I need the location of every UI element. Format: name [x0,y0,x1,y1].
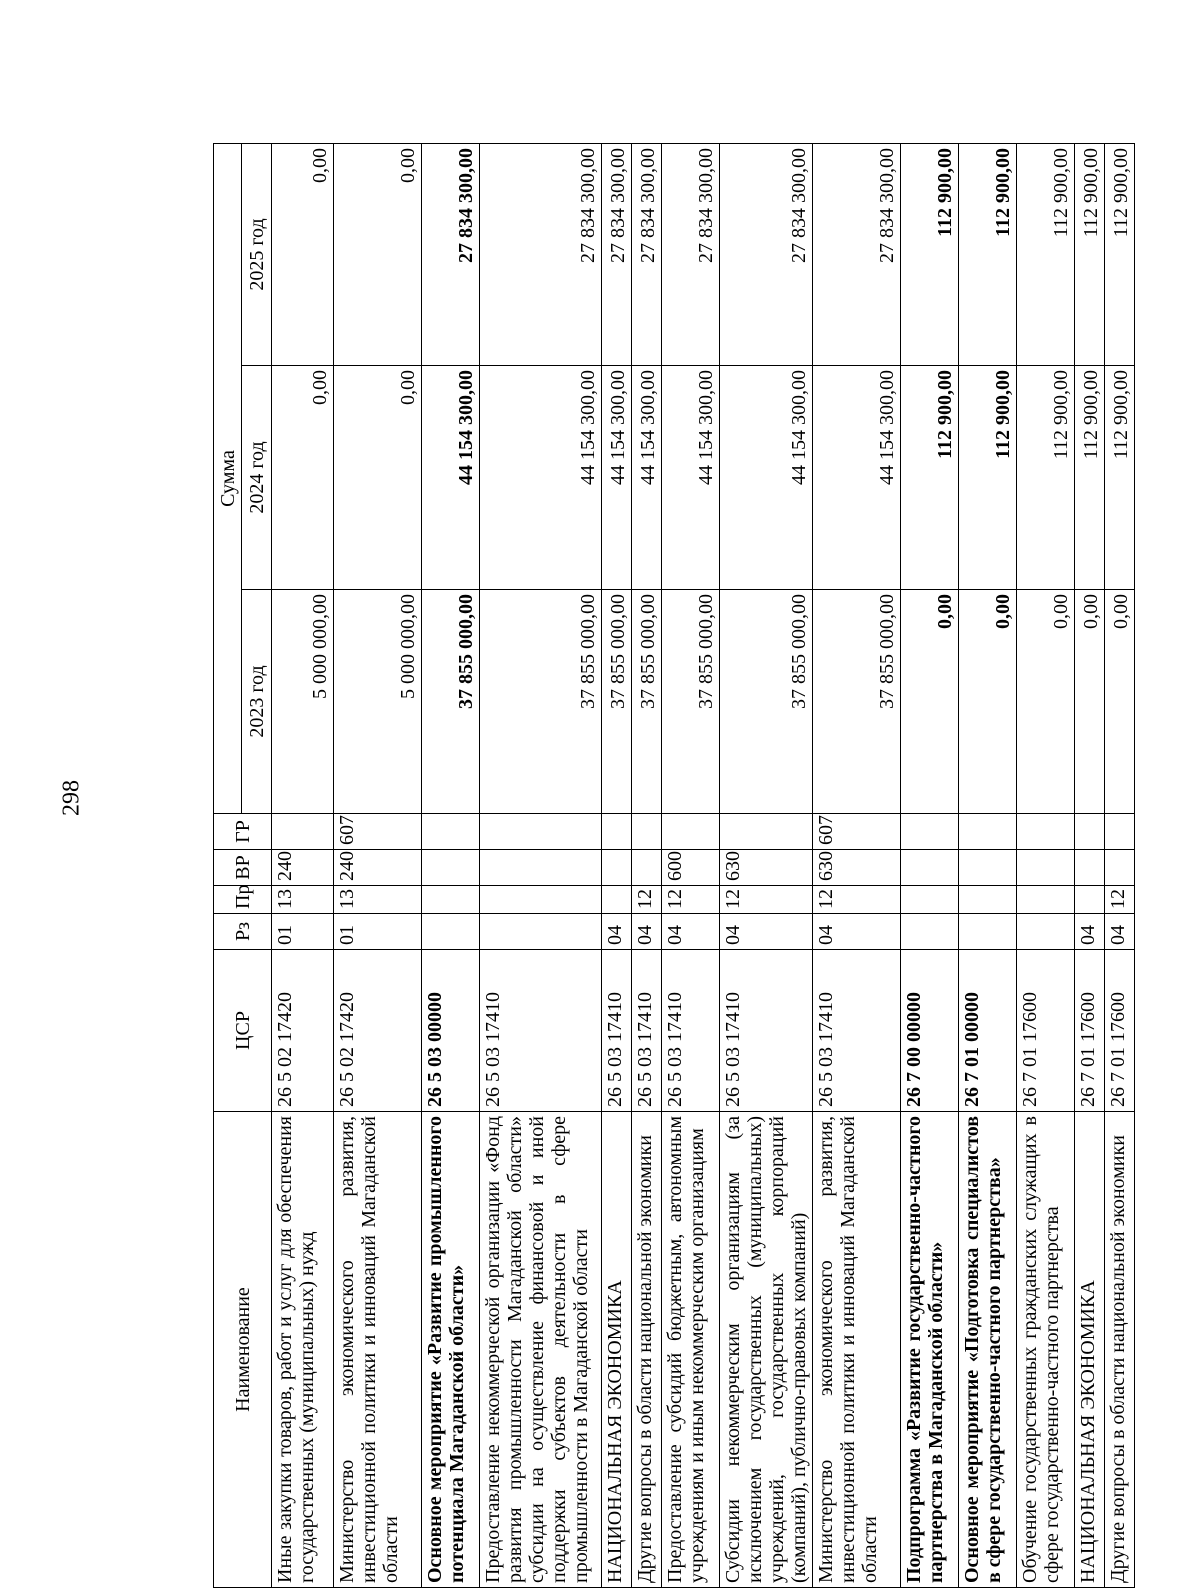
cell-vr [480,850,602,886]
cell-2023: 37 855 000,00 [422,590,480,814]
cell-gr [632,814,662,850]
cell-2024: 112 900,00 [1105,366,1135,590]
header-gr: ГР [214,814,272,850]
cell-rz: 04 [662,914,720,950]
cell-2025: 112 900,00 [1017,143,1075,365]
cell-rz: 04 [813,914,901,950]
table-row [1075,143,1105,1587]
cell-2025: 112 900,00 [1075,143,1105,365]
cell-2024: 112 900,00 [1017,366,1075,590]
cell-2023: 0,00 [1075,590,1105,814]
cell-vr: 600 [662,850,720,886]
cell-vr [959,850,1017,886]
table-row [272,143,334,1587]
cell-pr: 12 [813,886,901,914]
table-row [602,143,632,1587]
cell-2023: 37 855 000,00 [480,590,602,814]
cell-vr [901,850,959,886]
cell-csr: 26 5 02 17420 [334,950,422,1112]
table-row [480,143,602,1587]
cell-2023: 37 855 000,00 [813,590,901,814]
cell-2024: 0,00 [272,366,334,590]
page-number: 298 [58,780,85,816]
cell-2025: 0,00 [272,143,334,365]
cell-vr: 630 [720,850,813,886]
table-row [813,143,901,1587]
cell-pr [1075,886,1105,914]
cell-2024: 0,00 [334,366,422,590]
table-row [334,143,422,1587]
cell-pr [602,886,632,914]
cell-2023: 37 855 000,00 [662,590,720,814]
cell-csr: 26 7 01 17600 [1105,950,1135,1112]
cell-name: Основное мероприятие «Развитие промышленного потенциала Магаданской области» [422,1112,480,1588]
cell-gr [272,814,334,850]
cell-2025: 112 900,00 [901,143,959,365]
table-row [662,143,720,1587]
header-2023: 2023 год [242,590,272,814]
cell-2025: 27 834 300,00 [422,143,480,365]
cell-2025: 27 834 300,00 [632,143,662,365]
cell-2023: 0,00 [1105,590,1135,814]
cell-name: Иные закупки товаров, работ и услуг для обеспечения государственных (муниципальных) нужд [272,1112,334,1588]
header-name: Наименование [214,1112,272,1588]
cell-pr: 13 [334,886,422,914]
cell-rz [1017,914,1075,950]
cell-name: НАЦИОНАЛЬНАЯ ЭКОНОМИКА [602,1112,632,1588]
cell-vr: 630 [813,850,901,886]
cell-csr: 26 5 03 17410 [480,950,602,1112]
cell-2025: 27 834 300,00 [480,143,602,365]
cell-csr: 26 5 03 00000 [422,950,480,1112]
cell-csr: 26 5 03 17410 [662,950,720,1112]
table-header [214,143,272,1587]
cell-pr [480,886,602,914]
cell-2025: 27 834 300,00 [720,143,813,365]
cell-vr [602,850,632,886]
cell-csr: 26 5 03 17410 [602,950,632,1112]
cell-csr: 26 7 01 00000 [959,950,1017,1112]
table-row [1017,143,1075,1587]
table-row [720,143,813,1587]
cell-2025: 112 900,00 [1105,143,1135,365]
cell-rz [480,914,602,950]
cell-gr: 607 [334,814,422,850]
cell-gr: 607 [813,814,901,850]
cell-rz: 04 [602,914,632,950]
cell-2025: 27 834 300,00 [662,143,720,365]
cell-2024: 112 900,00 [1075,366,1105,590]
cell-gr [959,814,1017,850]
cell-gr [602,814,632,850]
cell-vr [1017,850,1075,886]
header-pr: Пр [214,886,272,914]
cell-rz: 04 [1105,914,1135,950]
cell-rz [901,914,959,950]
cell-2023: 0,00 [959,590,1017,814]
cell-2024: 112 900,00 [901,366,959,590]
cell-2024: 44 154 300,00 [720,366,813,590]
cell-2024: 44 154 300,00 [662,366,720,590]
cell-name: НАЦИОНАЛЬНАЯ ЭКОНОМИКА [1075,1112,1105,1588]
cell-2023: 0,00 [901,590,959,814]
cell-2024: 44 154 300,00 [813,366,901,590]
table-row [422,143,480,1587]
cell-name: Министерство экономического развития, инвестиционной политики и инноваций Магаданской области [334,1112,422,1588]
table-row [901,143,959,1587]
cell-rz [422,914,480,950]
cell-2025: 27 834 300,00 [813,143,901,365]
cell-rz: 04 [720,914,813,950]
cell-rz: 04 [1075,914,1105,950]
header-rz: Рз [214,914,272,950]
cell-2024: 112 900,00 [959,366,1017,590]
cell-vr: 240 [334,850,422,886]
cell-csr: 26 5 03 17410 [813,950,901,1112]
cell-2025: 0,00 [334,143,422,365]
cell-name: Другие вопросы в области национальной экономики [632,1112,662,1588]
budget-table [213,143,1135,1588]
cell-rz: 01 [272,914,334,950]
cell-name: Министерство экономического развития, инвестиционной политики и инноваций Магаданской области [813,1112,901,1588]
cell-2024: 44 154 300,00 [602,366,632,590]
cell-pr: 12 [1105,886,1135,914]
cell-pr [901,886,959,914]
cell-gr [1075,814,1105,850]
cell-2023: 5 000 000,00 [334,590,422,814]
cell-rz [959,914,1017,950]
cell-2025: 27 834 300,00 [602,143,632,365]
header-2025: 2025 год [242,143,272,365]
cell-name: Подпрограмма «Развитие государственно-частного партнерства в Магаданской области» [901,1112,959,1588]
cell-gr [1017,814,1075,850]
cell-name: Другие вопросы в области национальной экономики [1105,1112,1135,1588]
cell-2025: 112 900,00 [959,143,1017,365]
cell-rz: 04 [632,914,662,950]
cell-pr [422,886,480,914]
cell-vr [1105,850,1135,886]
cell-name: Субсидии некоммерческим организациям (за исключением государственных (муниципальных) учреждений, государственных корпораций (компаний), публично-правовых компаний) [720,1112,813,1588]
table-body [272,143,1135,1587]
cell-csr: 26 5 03 17410 [720,950,813,1112]
cell-csr: 26 5 02 17420 [272,950,334,1112]
cell-2023: 5 000 000,00 [272,590,334,814]
cell-vr: 240 [272,850,334,886]
cell-name: Основное мероприятие «Подготовка специалистов в сфере государственно-частного партнерства» [959,1112,1017,1588]
cell-pr: 12 [662,886,720,914]
cell-gr [901,814,959,850]
cell-gr [480,814,602,850]
table-row [632,143,662,1587]
cell-pr: 12 [632,886,662,914]
cell-2023: 37 855 000,00 [602,590,632,814]
header-2024: 2024 год [242,366,272,590]
cell-gr [662,814,720,850]
cell-2023: 0,00 [1017,590,1075,814]
header-vr: ВР [214,850,272,886]
cell-2024: 44 154 300,00 [480,366,602,590]
cell-2024: 44 154 300,00 [632,366,662,590]
header-csr: ЦСР [214,950,272,1112]
cell-csr: 26 7 01 17600 [1075,950,1105,1112]
cell-name: Предоставление субсидий бюджетным, автономным учреждениям и иным некоммерческим организациям [662,1112,720,1588]
table-row [959,143,1017,1587]
cell-gr [720,814,813,850]
header-sum: Сумма [214,143,242,813]
cell-pr [1017,886,1075,914]
cell-gr [422,814,480,850]
cell-2024: 44 154 300,00 [422,366,480,590]
cell-pr: 13 [272,886,334,914]
cell-gr [1105,814,1135,850]
cell-pr: 12 [720,886,813,914]
cell-csr: 26 5 03 17410 [632,950,662,1112]
cell-vr [632,850,662,886]
cell-name: Предоставление некоммерческой организации «Фонд развития промышленности Магаданской области» субсидии на осуществление финансовой и иной поддержки субъектов деятельности в сфере промышленности в Магаданской области [480,1112,602,1588]
cell-pr [959,886,1017,914]
cell-vr [1075,850,1105,886]
cell-2023: 37 855 000,00 [632,590,662,814]
cell-name: Обучение государственных гражданских служащих в сфере государственно-частного партнерства [1017,1112,1075,1588]
rotated-table-wrapper [213,144,1132,1588]
cell-csr: 26 7 00 00000 [901,950,959,1112]
cell-csr: 26 7 01 17600 [1017,950,1075,1112]
cell-2023: 37 855 000,00 [720,590,813,814]
cell-vr [422,850,480,886]
table-row [1105,143,1135,1587]
cell-rz: 01 [334,914,422,950]
